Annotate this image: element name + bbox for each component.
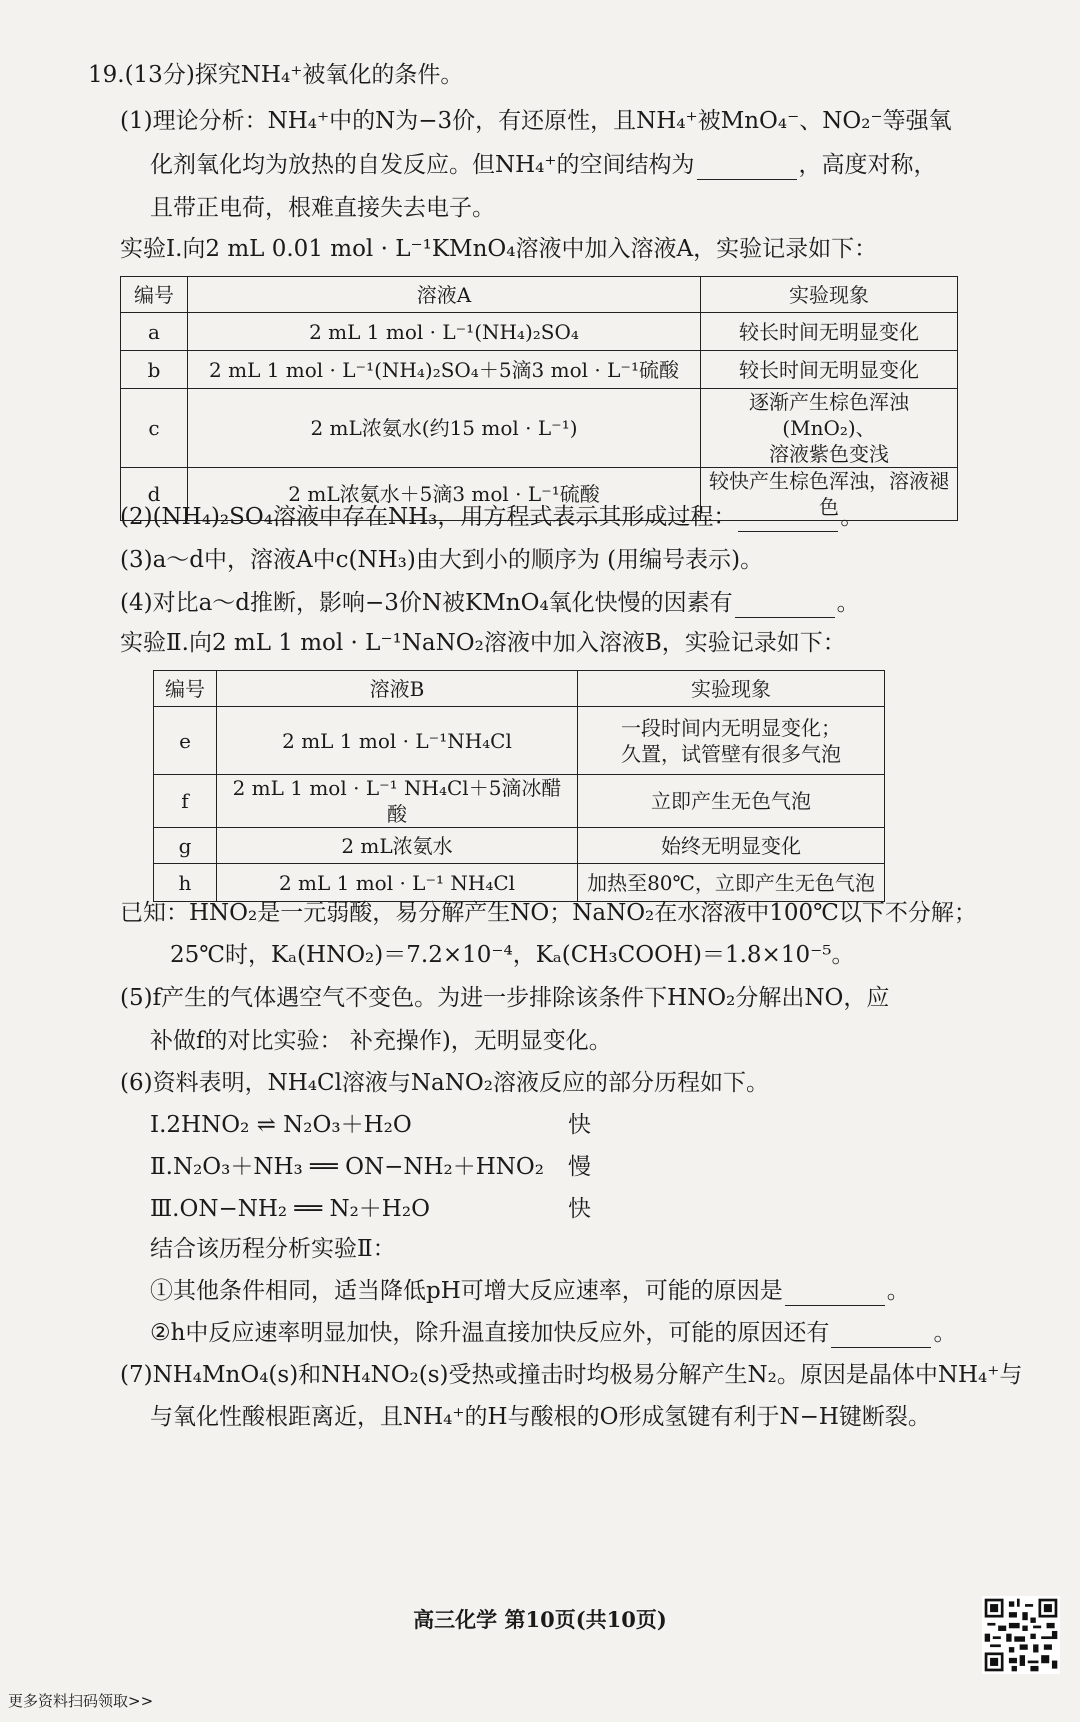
q1-line3: 且带正电荷，根难直接失去电子。 xyxy=(150,195,495,221)
row-solution: 2 mL 1 mol · L⁻¹ NH₄Cl xyxy=(217,864,578,902)
row-solution: 2 mL浓氨水 xyxy=(217,828,578,864)
table-row xyxy=(154,707,885,775)
table-row xyxy=(154,828,885,864)
question-header: 19.(13分)探究NH₄⁺被氧化的条件。 xyxy=(88,62,464,88)
table-row xyxy=(121,313,958,351)
row-solution: 2 mL 1 mol · L⁻¹(NH₄)₂SO₄＋5滴3 mol · L⁻¹硫酸 xyxy=(188,351,701,389)
row-solution: 2 mL浓氨水＋5滴3 mol · L⁻¹硫酸 xyxy=(188,468,701,521)
q7-line1: (7)NH₄MnO₄(s)和NH₄NO₂(s)受热或撞击时均极易分解产生N₂。原因是晶体中NH₄⁺与 xyxy=(120,1362,1023,1388)
row-phenomenon: 较快产生棕色浑浊，溶液褪色 xyxy=(701,468,958,521)
table-header-cell: 实验现象 xyxy=(701,277,958,313)
mechanism-speed-1: 快 xyxy=(568,1112,591,1138)
row-solution: 2 mL 1 mol · L⁻¹ NH₄Cl＋5滴冰醋酸 xyxy=(217,775,578,828)
q6-sub2: ②h中反应速率明显加快，除升温直接加快反应外，可能的原因还有 。 xyxy=(150,1320,957,1346)
answer-blank[interactable] xyxy=(785,1283,885,1306)
q4: (4)对比a～d推断，影响−3价N被KMnO₄氧化快慢的因素有 。 xyxy=(120,590,860,616)
row-id: c xyxy=(121,389,188,468)
mechanism-step-3: Ⅲ.ON−NH₂ ══ N₂＋H₂O xyxy=(150,1196,430,1222)
q5-line1: (5)f产生的气体遇空气不变色。为进一步排除该条件下HNO₂分解出NO，应 xyxy=(120,985,890,1011)
row-solution: 2 mL浓氨水(约15 mol · L⁻¹) xyxy=(188,389,701,468)
mechanism-step-1: Ⅰ.2HNO₂ ⇌ N₂O₃＋H₂O xyxy=(150,1112,412,1138)
page-footer: 高三化学 第10页(共10页) xyxy=(413,1607,667,1632)
table-header-row xyxy=(154,671,885,707)
experiment-table-2 xyxy=(153,670,885,902)
row-phenomenon: 逐渐产生棕色浑浊(MnO₂)、 溶液紫色变浅 xyxy=(701,389,958,468)
row-phenomenon: 加热至80℃，立即产生无色气泡 xyxy=(578,864,885,902)
q7-line2: 与氧化性酸根距离近，且NH₄⁺的H与酸根的O形成氢键有利于N−H键断裂。 xyxy=(150,1404,931,1430)
q1-line1: (1)理论分析：NH₄⁺中的N为−3价，有还原性，且NH₄⁺被MnO₄⁻、NO₂⁻等强氧 xyxy=(120,108,952,134)
row-phenomenon: 立即产生无色气泡 xyxy=(578,775,885,828)
q1-line2: 化剂氧化均为放热的自发反应。但NH₄⁺的空间结构为 ，高度对称， xyxy=(150,152,937,178)
table-header-row xyxy=(121,277,958,313)
table-header-cell: 溶液A xyxy=(188,277,701,313)
table-row xyxy=(154,775,885,828)
table-header-cell: 溶液B xyxy=(217,671,578,707)
mechanism-speed-2: 慢 xyxy=(568,1154,591,1180)
row-phenomenon: 较长时间无明显变化 xyxy=(701,351,958,389)
known-line1: 已知：HNO₂是一元弱酸，易分解产生NO；NaNO₂在水溶液中100℃以下不分解； xyxy=(120,900,977,926)
table-header-cell: 实验现象 xyxy=(578,671,885,707)
exp2-intro: 实验Ⅱ.向2 mL 1 mol · L⁻¹NaNO₂溶液中加入溶液B，实验记录如下： xyxy=(120,630,846,656)
known-line2: 25℃时，Kₐ(HNO₂)＝7.2×10⁻⁴，Kₐ(CH₃COOH)＝1.8×10⁻⁵。 xyxy=(170,942,855,968)
row-id: a xyxy=(121,313,188,351)
mechanism-speed-3: 快 xyxy=(568,1196,591,1222)
q6-intro: (6)资料表明，NH₄Cl溶液与NaNO₂溶液反应的部分历程如下。 xyxy=(120,1070,769,1096)
row-id: f xyxy=(154,775,217,828)
mechanism-step-2: Ⅱ.N₂O₃＋NH₃ ══ ON−NH₂＋HNO₂ xyxy=(150,1154,544,1180)
bottom-note: 更多资料扫码领取>> xyxy=(8,1692,154,1710)
q3: (3)a～d中，溶液A中c(NH₃)由大到小的顺序为 (用编号表示)。 xyxy=(120,547,764,573)
q6-sub1: ①其他条件相同，适当降低pH可增大反应速率，可能的原因是 。 xyxy=(150,1278,910,1304)
row-phenomenon: 始终无明显变化 xyxy=(578,828,885,864)
qr-code-icon[interactable] xyxy=(982,1596,1060,1674)
answer-blank[interactable] xyxy=(697,157,797,180)
table-header-cell: 编号 xyxy=(121,277,188,313)
row-id: b xyxy=(121,351,188,389)
row-id: h xyxy=(154,864,217,902)
row-id: d xyxy=(121,468,188,521)
table-header-cell: 编号 xyxy=(154,671,217,707)
row-id: e xyxy=(154,707,217,775)
answer-blank[interactable] xyxy=(735,595,835,618)
answer-blank[interactable] xyxy=(738,509,838,532)
row-solution: 2 mL 1 mol · L⁻¹(NH₄)₂SO₄ xyxy=(188,313,701,351)
table-row xyxy=(121,351,958,389)
row-id: g xyxy=(154,828,217,864)
q2: (2)(NH₄)₂SO₄溶液中存在NH₃，用方程式表示其形成过程： 。 xyxy=(120,504,864,530)
row-phenomenon: 一段时间内无明显变化； 久置，试管壁有很多气泡 xyxy=(578,707,885,775)
experiment-table-1 xyxy=(120,276,958,521)
answer-blank[interactable] xyxy=(831,1325,931,1348)
table-row xyxy=(121,389,958,468)
q6-analyze: 结合该历程分析实验Ⅱ： xyxy=(150,1236,396,1262)
q5-line2: 补做f的对比实验： 补充操作)，无明显变化。 xyxy=(150,1028,612,1054)
exp1-intro: 实验Ⅰ.向2 mL 0.01 mol · L⁻¹KMnO₄溶液中加入溶液A，实验记录如下： xyxy=(120,236,878,262)
row-phenomenon: 较长时间无明显变化 xyxy=(701,313,958,351)
table-row xyxy=(154,864,885,902)
row-solution: 2 mL 1 mol · L⁻¹NH₄Cl xyxy=(217,707,578,775)
